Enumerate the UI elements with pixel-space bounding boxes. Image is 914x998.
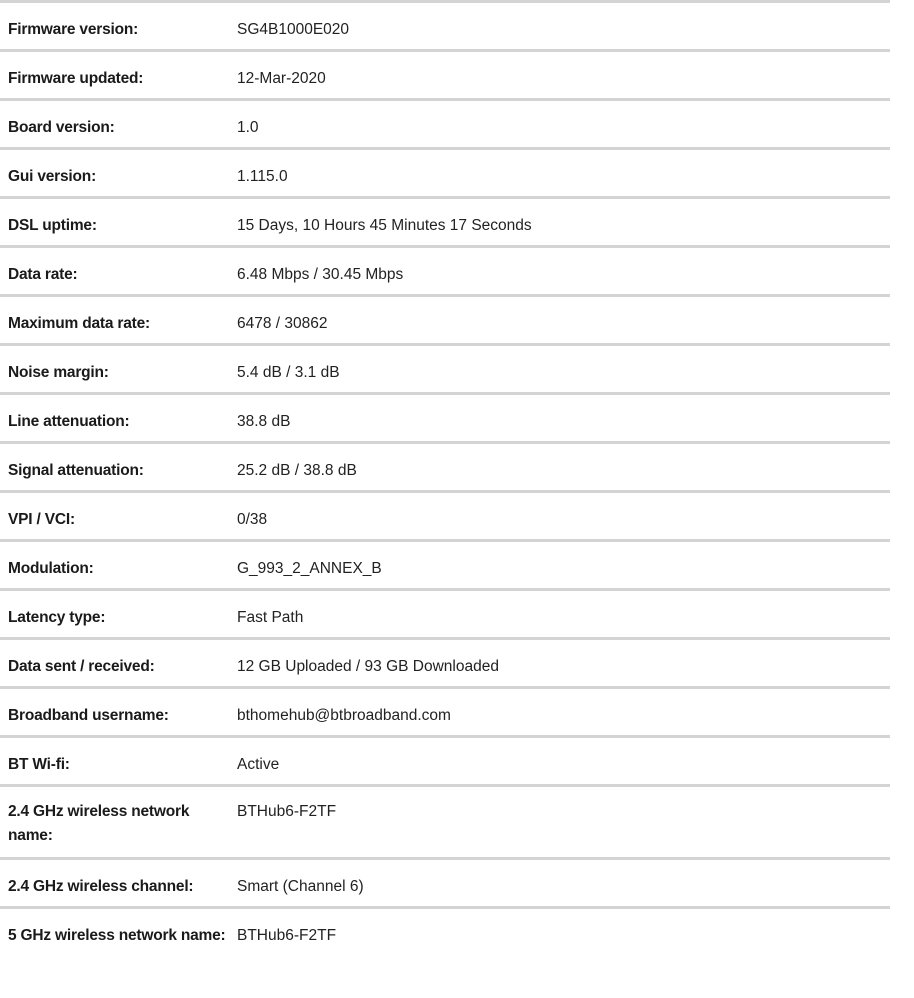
- row-label: Broadband username:: [8, 707, 169, 724]
- row-modulation: [0, 542, 890, 591]
- row-value: Active: [237, 756, 280, 773]
- row-dsl-uptime: [0, 199, 890, 248]
- row-label: 2.4 GHz wireless network name:: [8, 803, 190, 844]
- row-5ghz-network-name: [0, 909, 890, 958]
- row-maximum-data-rate: [0, 297, 890, 346]
- row-firmware-version: [0, 3, 890, 52]
- row-label: DSL uptime:: [8, 217, 97, 234]
- row-label: Modulation:: [8, 560, 94, 577]
- row-label: Board version:: [8, 119, 115, 136]
- row-label: Signal attenuation:: [8, 462, 144, 479]
- row-value: Smart (Channel 6): [237, 878, 364, 895]
- row-value: Fast Path: [237, 609, 304, 626]
- row-value: 0/38: [237, 511, 268, 528]
- row-vpi-vci: [0, 493, 890, 542]
- row-label: 5 GHz wireless network name:: [8, 927, 226, 944]
- row-label: Gui version:: [8, 168, 97, 185]
- row-data-sent-received: [0, 640, 890, 689]
- row-label: Line attenuation:: [8, 413, 130, 430]
- row-value: 6.48 Mbps / 30.45 Mbps: [237, 266, 404, 283]
- row-value: 12-Mar-2020: [237, 70, 326, 87]
- row-gui-version: [0, 150, 890, 199]
- row-label: VPI / VCI:: [8, 511, 75, 528]
- row-value: 15 Days, 10 Hours 45 Minutes 17 Seconds: [237, 217, 532, 234]
- row-value: 1.115.0: [237, 168, 288, 185]
- row-label: Firmware version:: [8, 21, 139, 38]
- row-board-version: [0, 101, 890, 150]
- row-data-rate: [0, 248, 890, 297]
- row-broadband-username: [0, 689, 890, 738]
- row-value: BTHub6-F2TF: [237, 927, 337, 944]
- row-label: Data sent / received:: [8, 658, 155, 675]
- row-bt-wifi: [0, 738, 890, 787]
- row-value: 38.8 dB: [237, 413, 291, 430]
- row-value: bthomehub@btbroadband.com: [237, 707, 451, 724]
- row-label: 2.4 GHz wireless channel:: [8, 878, 194, 895]
- row-value: 6478 / 30862: [237, 315, 328, 332]
- row-label: Firmware updated:: [8, 70, 144, 87]
- row-noise-margin: [0, 346, 890, 395]
- row-label: Latency type:: [8, 609, 106, 626]
- row-value: 5.4 dB / 3.1 dB: [237, 364, 340, 381]
- row-label: Maximum data rate:: [8, 315, 150, 332]
- row-signal-attenuation: [0, 444, 890, 493]
- row-line-attenuation: [0, 395, 890, 444]
- row-24ghz-channel: [0, 860, 890, 909]
- row-24ghz-network-name: [0, 787, 890, 860]
- row-value: 12 GB Uploaded / 93 GB Downloaded: [237, 658, 499, 675]
- row-value: SG4B1000E020: [237, 21, 350, 38]
- row-label: BT Wi-fi:: [8, 756, 70, 773]
- row-value: 1.0: [237, 119, 259, 136]
- row-firmware-updated: [0, 52, 890, 101]
- row-value: G_993_2_ANNEX_B: [237, 560, 382, 577]
- row-value: BTHub6-F2TF: [237, 803, 337, 820]
- row-value: 25.2 dB / 38.8 dB: [237, 462, 357, 479]
- row-latency-type: [0, 591, 890, 640]
- row-label: Data rate:: [8, 266, 78, 283]
- row-label: Noise margin:: [8, 364, 109, 381]
